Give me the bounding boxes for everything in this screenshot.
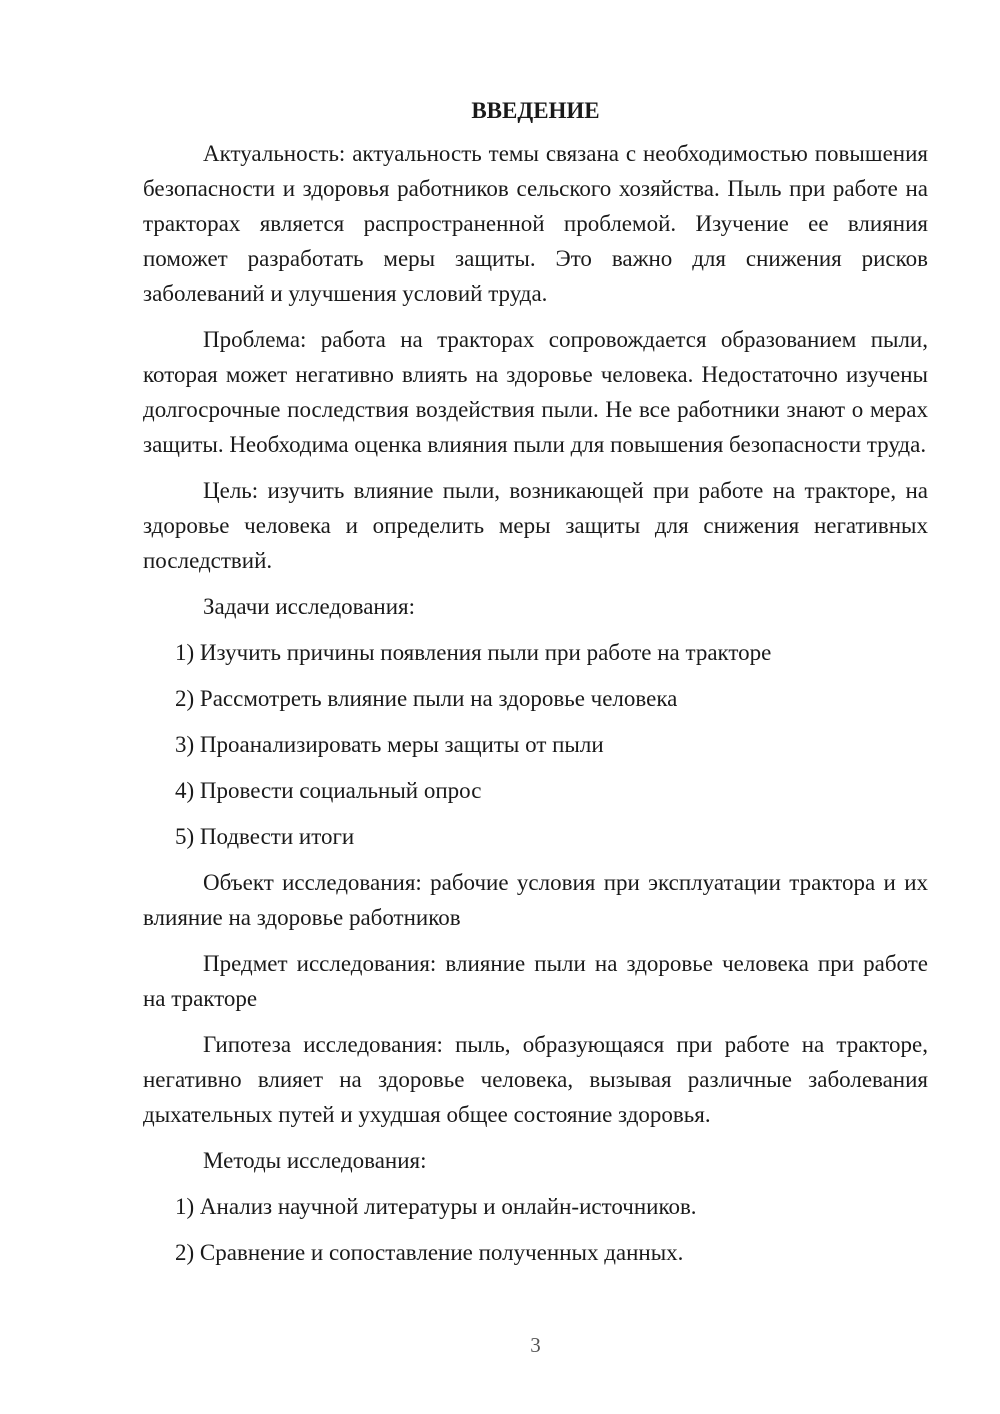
task-item: 3) Проанализировать меры защиты от пыли [175, 732, 604, 757]
document-body [143, 96, 928, 1281]
page-number: 3 [530, 1333, 541, 1357]
paragraph-object: Объект исследования: рабочие условия при эксплуатации трактора и их влияние на здоровье работников [143, 870, 928, 930]
task-item: 1) Изучить причины появления пыли при работе на тракторе [175, 640, 772, 665]
paragraph-hypothesis: Гипотеза исследования: пыль, образующаяся при работе на тракторе, негативно влияет на здоровье человека, вызывая различные заболевания дыхательных путей и ухудшая общее состояние здоровья. [143, 1032, 928, 1127]
section-title: ВВЕДЕНИЕ [471, 98, 600, 123]
task-item: 4) Провести социальный опрос [175, 778, 482, 803]
method-item: 2) Сравнение и сопоставление полученных данных. [175, 1240, 684, 1265]
paragraph-relevance: Актуальность: актуальность темы связана с необходимостью повышения безопасности и здоровья работников сельского хозяйства. Пыль при работе на тракторах является распространенной проблемой. Изучение ее влияния поможет разработать меры защиты. Это важно для снижения рисков заболеваний и улучшения условий труда. [143, 141, 928, 306]
task-item: 2) Рассмотреть влияние пыли на здоровье человека [175, 686, 678, 711]
paragraph-goal: Цель: изучить влияние пыли, возникающей при работе на тракторе, на здоровье человека и определить меры защиты для снижения негативных последствий. [143, 478, 928, 573]
methods-heading: Методы исследования: [203, 1148, 427, 1173]
paragraph-subject: Предмет исследования: влияние пыли на здоровье человека при работе на тракторе [143, 951, 928, 1011]
paragraph-problem: Проблема: работа на тракторах сопровождается образованием пыли, которая может негативно влиять на здоровье человека. Недостаточно изучены долгосрочные последствия воздействия пыли. Не все работники знают о мерах защиты. Необходима оценка влияния пыли для повышения безопасности труда. [143, 327, 928, 457]
tasks-heading: Задачи исследования: [203, 594, 416, 619]
method-item: 1) Анализ научной литературы и онлайн-источников. [175, 1194, 697, 1219]
task-item: 5) Подвести итоги [175, 824, 355, 849]
